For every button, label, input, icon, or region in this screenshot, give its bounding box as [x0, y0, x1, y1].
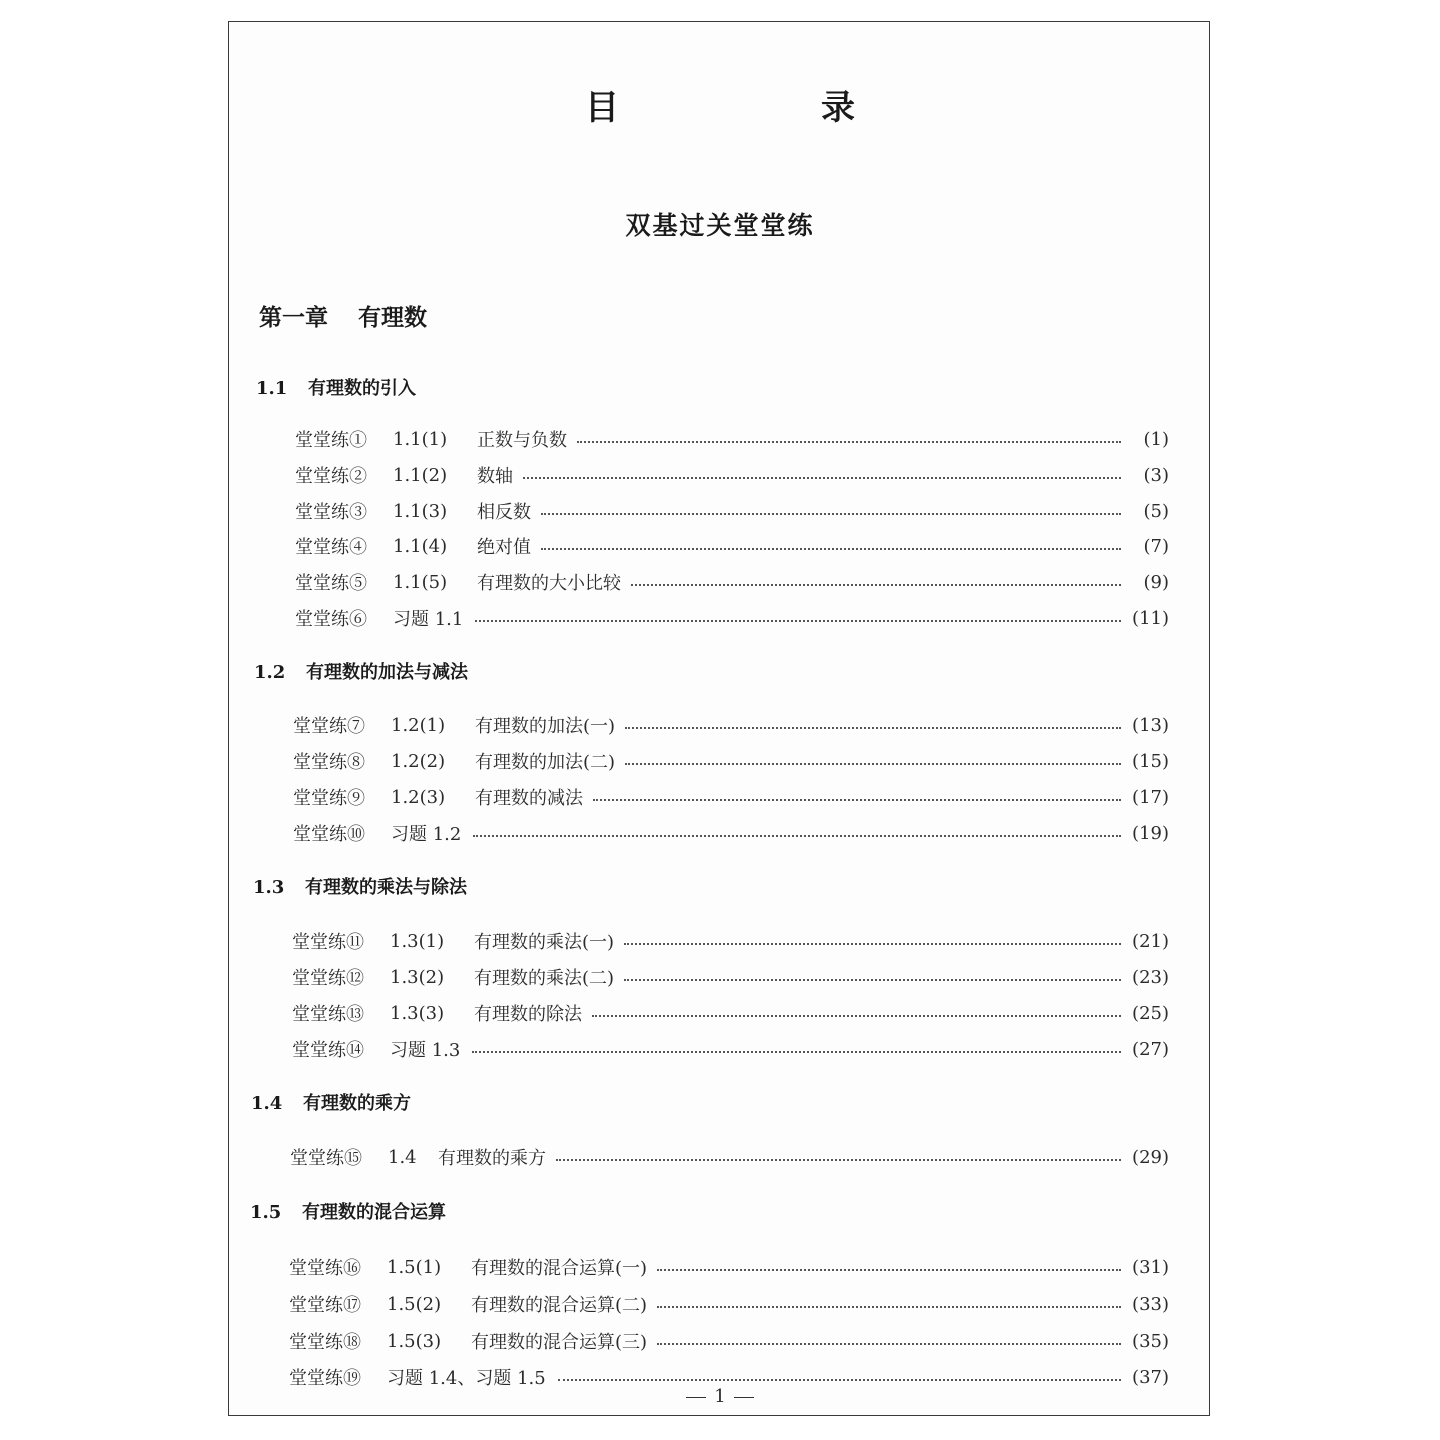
entry-description: 有理数的大小比较 [477, 573, 621, 594]
entry-page-number: (9) [1143, 571, 1169, 593]
section-number: 1.2 [254, 662, 286, 683]
entry-label: 堂堂练⑰ [289, 1295, 361, 1316]
section-heading [254, 658, 468, 684]
entry-code: 1.3(2) [390, 966, 445, 988]
dot-leader [473, 835, 1121, 837]
entry-page-number: (11) [1132, 607, 1169, 629]
toc-entry[interactable] [295, 603, 1169, 633]
entry-code: 1.3(3) [390, 1002, 445, 1024]
toc-entry[interactable] [295, 496, 1169, 526]
section-heading [251, 1089, 411, 1115]
entry-code: 1.1(1) [393, 428, 448, 450]
entry-label: 堂堂练⑧ [293, 752, 365, 773]
entry-code: 1.1(4) [393, 535, 448, 557]
section-number: 1.3 [253, 877, 285, 898]
dot-leader [657, 1343, 1121, 1345]
entry-description: 有理数的减法 [475, 788, 583, 809]
entry-label: 堂堂练② [295, 466, 367, 487]
entry-code: 1.1(5) [393, 571, 448, 593]
footer-page-number: 1 [714, 1386, 726, 1407]
entry-code: 1.1(2) [393, 464, 448, 486]
entry-page-number: (33) [1132, 1293, 1169, 1315]
dot-leader [541, 513, 1121, 515]
entry-label: 堂堂练③ [295, 502, 367, 523]
entry-page-number: (1) [1143, 428, 1169, 450]
entry-code: 习题 1.4、习题 1.5 [387, 1368, 546, 1389]
dot-leader [593, 799, 1121, 801]
entry-label: 堂堂练⑯ [289, 1258, 361, 1279]
toc-entry[interactable] [293, 746, 1169, 776]
entry-page-number: (17) [1132, 786, 1169, 808]
dot-leader [625, 763, 1121, 765]
dot-leader [475, 620, 1121, 622]
dot-leader [657, 1306, 1121, 1308]
entry-description: 有理数的乘方 [438, 1148, 546, 1169]
entry-code: 习题 1.1 [393, 609, 464, 630]
section-heading [256, 374, 416, 400]
dot-leader [624, 943, 1121, 945]
chapter-title: 有理数 [358, 305, 427, 331]
entry-code: 习题 1.2 [391, 824, 462, 845]
entry-page-number: (13) [1132, 714, 1169, 736]
dot-leader [558, 1379, 1121, 1381]
toc-entry[interactable] [295, 531, 1169, 561]
entry-page-number: (25) [1132, 1002, 1169, 1024]
toc-entry[interactable] [289, 1326, 1169, 1356]
toc-entry[interactable] [292, 1034, 1169, 1064]
page-title: 目 录 [585, 88, 939, 128]
section-heading [250, 1198, 446, 1224]
entry-label: 堂堂练⑱ [289, 1332, 361, 1353]
toc-entry[interactable] [292, 962, 1169, 992]
entry-label: 堂堂练⑩ [293, 824, 365, 845]
section-title: 有理数的加法与减法 [306, 662, 468, 683]
entry-code: 1.2(1) [391, 714, 446, 736]
section-title: 有理数的乘法与除法 [305, 877, 467, 898]
chapter-number: 第一章 [259, 305, 328, 331]
toc-entry[interactable] [289, 1252, 1169, 1282]
entry-label: 堂堂练⑤ [295, 573, 367, 594]
entry-label: 堂堂练① [295, 430, 367, 451]
entry-label: 堂堂练⑪ [292, 932, 364, 953]
entry-label: 堂堂练⑮ [290, 1148, 362, 1169]
entry-description: 有理数的混合运算(二) [471, 1295, 648, 1316]
dot-leader [556, 1159, 1121, 1161]
entry-description: 有理数的加法(二) [475, 752, 616, 773]
section-title: 有理数的引入 [308, 378, 416, 399]
entry-description: 有理数的加法(一) [475, 716, 616, 737]
entry-page-number: (7) [1143, 535, 1169, 557]
entry-code: 1.5(3) [387, 1330, 442, 1352]
entry-page-number: (27) [1132, 1038, 1169, 1060]
entry-description: 有理数的乘法(二) [474, 968, 615, 989]
entry-page-number: (5) [1143, 500, 1169, 522]
entry-label: 堂堂练⑫ [292, 968, 364, 989]
entry-page-number: (19) [1132, 822, 1169, 844]
footer-dash-right [734, 1397, 754, 1398]
entry-page-number: (23) [1132, 966, 1169, 988]
dot-leader [472, 1051, 1121, 1053]
entry-code: 1.5(2) [387, 1293, 442, 1315]
toc-entry[interactable] [290, 1142, 1169, 1172]
entry-description: 有理数的除法 [474, 1004, 582, 1025]
entry-label: 堂堂练⑨ [293, 788, 365, 809]
entry-code: 1.2(3) [391, 786, 446, 808]
dot-leader [523, 477, 1121, 479]
toc-entry[interactable] [293, 710, 1169, 740]
dot-leader [657, 1269, 1121, 1271]
entry-code: 1.4 [388, 1146, 417, 1168]
entry-page-number: (37) [1132, 1366, 1169, 1388]
dot-leader [577, 441, 1121, 443]
entry-label: 堂堂练④ [295, 537, 367, 558]
section-heading [253, 873, 467, 899]
toc-entry[interactable] [295, 460, 1169, 490]
entry-description: 有理数的混合运算(三) [471, 1332, 648, 1353]
entry-label: 堂堂练⑥ [295, 609, 367, 630]
toc-entry[interactable] [293, 782, 1169, 812]
entry-code: 1.3(1) [390, 930, 445, 952]
dot-leader [592, 1015, 1121, 1017]
entry-page-number: (35) [1132, 1330, 1169, 1352]
entry-page-number: (3) [1143, 464, 1169, 486]
toc-entry[interactable] [289, 1289, 1169, 1319]
entry-code: 1.2(2) [391, 750, 446, 772]
section-title: 有理数的乘方 [303, 1093, 411, 1114]
entry-code: 习题 1.3 [390, 1040, 461, 1061]
entry-label: 堂堂练⑬ [292, 1004, 364, 1025]
entry-description: 绝对值 [477, 537, 531, 558]
toc-entry[interactable] [293, 818, 1169, 848]
entry-page-number: (29) [1132, 1146, 1169, 1168]
toc-entry[interactable] [295, 567, 1169, 597]
section-title: 有理数的混合运算 [302, 1202, 446, 1223]
dot-leader [625, 727, 1121, 729]
section-number: 1.5 [250, 1202, 282, 1223]
toc-page [228, 21, 1210, 1416]
section-number: 1.4 [251, 1093, 283, 1114]
dot-leader [624, 979, 1121, 981]
entry-code: 1.1(3) [393, 500, 448, 522]
entry-page-number: (21) [1132, 930, 1169, 952]
entry-label: 堂堂练⑲ [289, 1368, 361, 1389]
footer-dash-left [686, 1397, 706, 1398]
entry-description: 数轴 [477, 466, 513, 487]
chapter-heading [259, 299, 427, 332]
entry-description: 有理数的乘法(一) [474, 932, 615, 953]
section-number: 1.1 [256, 378, 288, 399]
entry-description: 相反数 [477, 502, 531, 523]
entry-page-number: (15) [1132, 750, 1169, 772]
dot-leader [541, 548, 1121, 550]
toc-entry[interactable] [295, 424, 1169, 454]
entry-code: 1.5(1) [387, 1256, 442, 1278]
entry-description: 正数与负数 [477, 430, 567, 451]
entry-label: 堂堂练⑦ [293, 716, 365, 737]
entry-description: 有理数的混合运算(一) [471, 1258, 648, 1279]
dot-leader [631, 584, 1121, 586]
toc-entry[interactable] [292, 998, 1169, 1028]
entry-page-number: (31) [1132, 1256, 1169, 1278]
entry-label: 堂堂练⑭ [292, 1040, 364, 1061]
page-footer [229, 1386, 1211, 1407]
toc-entry[interactable] [292, 926, 1169, 956]
book-subtitle: 双基过关堂堂练 [625, 211, 815, 240]
